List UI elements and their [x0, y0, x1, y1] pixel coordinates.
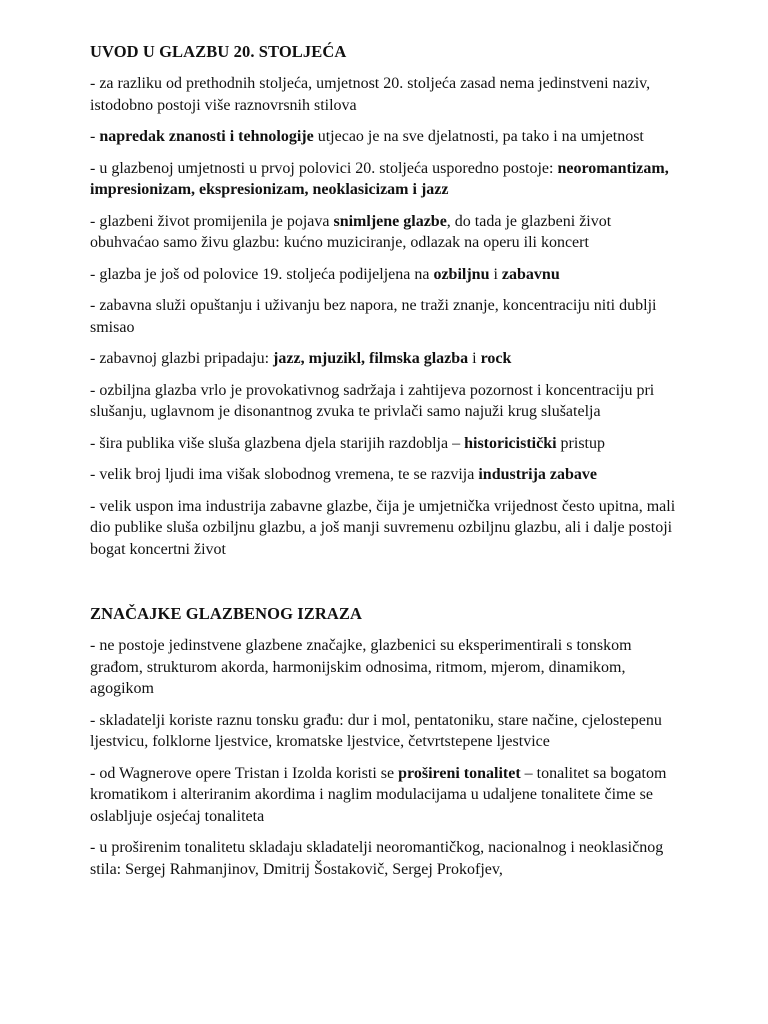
paragraph — [90, 380, 678, 423]
text-run: – tonalitet sa bogatom kromatikom i alteriranim akordima i naglim modulacijama u udaljene tonalitete čime se oslabljuje osjećaj tonaliteta — [90, 764, 667, 825]
text-run: pristup — [556, 434, 605, 452]
paragraph — [90, 126, 678, 148]
section-intro — [90, 42, 678, 560]
bold-text: snimljene glazbe — [333, 212, 447, 230]
text-run: - ne postoje jedinstvene glazbene značajke, glazbenici su eksperimentirali s tonskom građom, strukturom akorda, harmonijskim odnosima, ritmom, mjerom, dinamikom, agogikom — [90, 637, 632, 697]
text-run: - šira publika više sluša glazbena djela starijih razdoblja – — [90, 434, 465, 452]
bold-text: industrija zabave — [478, 466, 598, 483]
text-run: - ozbiljna glazba vrlo je provokativnog sadržaja i zahtijeva pozornost i koncentraciju pri slušanju, uglavnom je disonantnog zvuka te privlači samo najuži krug slušatelja — [90, 381, 655, 420]
text-run: i — [489, 265, 502, 283]
text-run: - glazbeni život promijenila je pojava — [90, 212, 334, 230]
bold-text: rock — [480, 350, 512, 367]
text-run: - glazba je još od polovice 19. stoljeća podijeljena na — [90, 265, 434, 283]
paragraph — [90, 211, 678, 254]
text-run: - velik uspon ima industrija zabavne glazbe, čija je umjetnička vrijednost često upitna, mali dio publike sluša ozbiljnu glazbu, a još manji suvremenu ozbiljnu glazbu, ali i dalje postoji bogat koncertni život — [90, 497, 676, 558]
text-run: - od Wagnerove opere Tristan i Izolda koristi se — [90, 764, 399, 782]
text-run: - skladatelji koriste raznu tonsku građu: dur i mol, pentatoniku, stare načine, cjelostepenu ljestvicu, folklorne ljestvice, kromatske ljestvice, četvrtstepene ljestvice — [90, 711, 662, 750]
paragraph — [90, 433, 678, 455]
bold-text: napredak znanosti i tehnologije — [99, 128, 314, 145]
paragraph — [90, 763, 678, 828]
text-run: utjecao je na sve djelatnosti, pa tako i na umjetnost — [313, 128, 644, 145]
section-features — [90, 604, 678, 880]
paragraph — [90, 73, 678, 116]
paragraph — [90, 348, 678, 370]
section-title: ZNAČAJKE GLAZBENOG IZRAZA — [90, 604, 363, 623]
text-run: - zabavna služi opuštanju i uživanju bez napora, ne traži znanje, koncentraciju niti dublji smisao — [90, 297, 657, 336]
paragraph-list — [90, 73, 678, 560]
paragraph — [90, 464, 678, 486]
text-run: - u proširenim tonalitetu skladaju skladatelji neoromantičkog, nacionalnog i neoklasičnog stila: Sergej Rahmanjinov, Dmitrij Šostakovič, Sergej Prokofjev, — [90, 839, 664, 878]
paragraph — [90, 837, 678, 880]
bold-text: neoromantizam, impresionizam, ekspresionizam, neoklasicizam i jazz — [90, 159, 669, 198]
text-run: , do tada je glazbeni život obuhvaćao samo živu glazbu: kućno muziciranje, odlazak na operu ili koncert — [90, 212, 612, 251]
text-run: i — [468, 350, 481, 367]
bold-text: zabavnu — [501, 265, 560, 283]
paragraph — [90, 710, 678, 753]
bold-text: prošireni tonalitet — [398, 764, 521, 782]
paragraph-list — [90, 635, 678, 880]
bold-text: ozbiljnu — [433, 265, 490, 283]
paragraph — [90, 496, 678, 561]
paragraph — [90, 295, 678, 338]
paragraph — [90, 264, 678, 286]
paragraph — [90, 158, 678, 201]
text-run: - — [90, 128, 100, 145]
text-run: - zabavnoj glazbi pripadaju: — [90, 350, 274, 367]
text-run: - u glazbenoj umjetnosti u prvoj polovici 20. stoljeća usporedno postoje: — [90, 159, 558, 177]
bold-text: jazz, mjuzikl, filmska glazba — [273, 350, 469, 367]
text-run: - za razliku od prethodnih stoljeća, umjetnost 20. stoljeća zasad nema jedinstveni naziv, istodobno postoji više raznovrsnih stilova — [90, 75, 651, 114]
bold-text: historicistički — [464, 434, 557, 452]
text-run: - velik broj ljudi ima višak slobodnog vremena, te se razvija — [90, 466, 479, 483]
section-title: UVOD U GLAZBU 20. STOLJEĆA — [90, 42, 347, 61]
paragraph — [90, 635, 678, 700]
